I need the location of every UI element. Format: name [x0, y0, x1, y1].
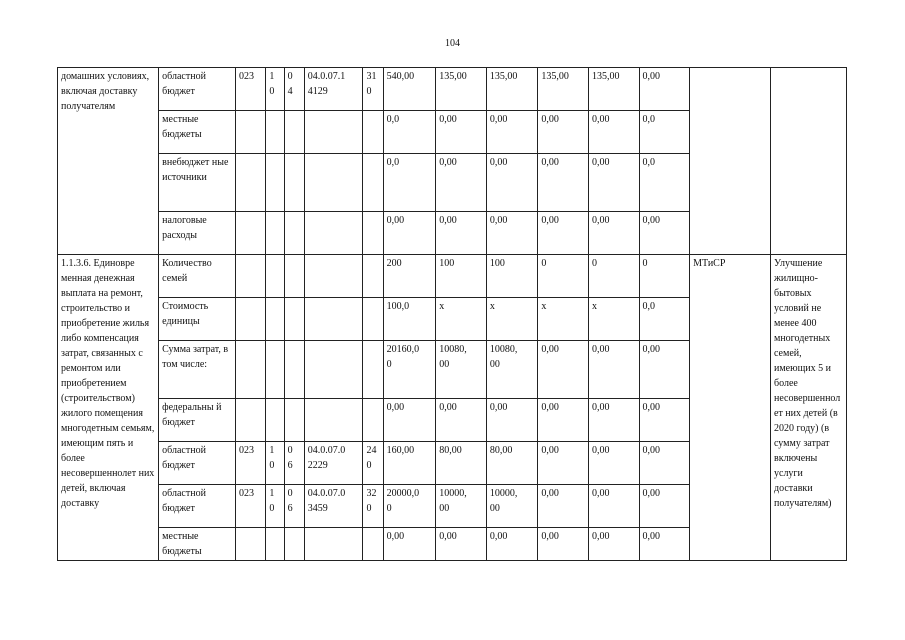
cell-y4: 0,00 — [588, 341, 639, 399]
cell-rz — [266, 212, 284, 255]
cell-total: 0,0 — [383, 111, 436, 154]
cell-rz — [266, 154, 284, 212]
cell-source: внебюджет ные источники — [159, 154, 236, 212]
cell-y1: 10000, 00 — [436, 485, 487, 528]
cell-vr — [363, 528, 383, 561]
cell-grbs: 023 — [236, 442, 266, 485]
cell-rz: 1 0 — [266, 442, 284, 485]
cell-pr: 0 4 — [284, 68, 304, 111]
cell-pr — [284, 111, 304, 154]
cell-y2: 0,00 — [486, 528, 538, 561]
cell-y4: 0,00 — [588, 485, 639, 528]
cell-y4: 0,00 — [588, 111, 639, 154]
cell-total: 20000,0 0 — [383, 485, 436, 528]
cell-pr — [284, 154, 304, 212]
cell-grbs — [236, 399, 266, 442]
cell-vr — [363, 341, 383, 399]
cell-y3: 0,00 — [538, 442, 589, 485]
cell-rz — [266, 111, 284, 154]
cell-y3: 0,00 — [538, 111, 589, 154]
cell-y1: 135,00 — [436, 68, 487, 111]
cell-source: областной бюджет — [159, 442, 236, 485]
cell-y2: 135,00 — [486, 68, 538, 111]
cell-executor — [690, 68, 771, 255]
cell-total: 0,00 — [383, 399, 436, 442]
cell-result — [771, 68, 847, 255]
cell-vr: 32 0 — [363, 485, 383, 528]
cell-rz — [266, 255, 284, 298]
cell-csr — [304, 341, 363, 399]
cell-vr — [363, 111, 383, 154]
cell-y5: 0,00 — [639, 212, 690, 255]
page-number: 104 — [445, 38, 460, 49]
cell-grbs — [236, 255, 266, 298]
cell-y4: 135,00 — [588, 68, 639, 111]
cell-source: Сумма затрат, в том числе: — [159, 341, 236, 399]
cell-y1: 10080, 00 — [436, 341, 487, 399]
cell-y3: 0,00 — [538, 528, 589, 561]
cell-y3: 135,00 — [538, 68, 589, 111]
cell-y2: 10000, 00 — [486, 485, 538, 528]
cell-grbs — [236, 111, 266, 154]
cell-pr — [284, 212, 304, 255]
cell-y3: 0,00 — [538, 154, 589, 212]
cell-pr — [284, 255, 304, 298]
cell-y5: 0,00 — [639, 528, 690, 561]
cell-csr — [304, 298, 363, 341]
cell-y2: 100 — [486, 255, 538, 298]
cell-y1: 0,00 — [436, 154, 487, 212]
cell-pr — [284, 528, 304, 561]
cell-total: 0,00 — [383, 212, 436, 255]
cell-grbs: 023 — [236, 485, 266, 528]
cell-y1: х — [436, 298, 487, 341]
cell-csr: 04.0.07.0 3459 — [304, 485, 363, 528]
cell-total: 0,00 — [383, 528, 436, 561]
cell-source: Количество семей — [159, 255, 236, 298]
cell-y3: 0 — [538, 255, 589, 298]
cell-name: домашних условиях, включая доставку получателям — [58, 68, 159, 255]
cell-grbs: 023 — [236, 68, 266, 111]
cell-y5: 0,0 — [639, 111, 690, 154]
cell-y2: 0,00 — [486, 111, 538, 154]
cell-y2: 0,00 — [486, 154, 538, 212]
cell-csr — [304, 212, 363, 255]
cell-total: 200 — [383, 255, 436, 298]
cell-vr — [363, 399, 383, 442]
cell-y1: 0,00 — [436, 399, 487, 442]
cell-y3: 0,00 — [538, 212, 589, 255]
cell-y2: х — [486, 298, 538, 341]
cell-rz: 1 0 — [266, 485, 284, 528]
cell-csr: 04.0.07.0 2229 — [304, 442, 363, 485]
cell-y1: 100 — [436, 255, 487, 298]
cell-y5: 0,00 — [639, 399, 690, 442]
cell-source: Стоимость единицы — [159, 298, 236, 341]
cell-vr: 24 0 — [363, 442, 383, 485]
cell-name: 1.1.3.6. Единовре менная денежная выплата на ремонт, строительство и приобретение жилья либо компенсация затрат, связанных с ремонтом или приобретением (строительством) жилого помещения многодетным семьям, имеющим пять и более несовершеннолет них детей, включая доставку — [58, 255, 159, 561]
cell-pr — [284, 298, 304, 341]
cell-source: местные бюджеты — [159, 111, 236, 154]
cell-rz: 1 0 — [266, 68, 284, 111]
cell-csr — [304, 154, 363, 212]
cell-y1: 80,00 — [436, 442, 487, 485]
cell-y1: 0,00 — [436, 528, 487, 561]
cell-y2: 0,00 — [486, 212, 538, 255]
cell-grbs — [236, 212, 266, 255]
cell-total: 0,0 — [383, 154, 436, 212]
cell-y1: 0,00 — [436, 111, 487, 154]
cell-rz — [266, 399, 284, 442]
table-row — [58, 68, 847, 111]
cell-total: 160,00 — [383, 442, 436, 485]
cell-y5: 0,00 — [639, 341, 690, 399]
cell-vr — [363, 255, 383, 298]
cell-y5: 0,0 — [639, 154, 690, 212]
cell-y4: 0,00 — [588, 399, 639, 442]
cell-source: местные бюджеты — [159, 528, 236, 561]
cell-result: Улучшение жилищно-бытовых условий не менее 400 многодетных семей, имеющих 5 и более несовершеннолет них детей (в 2020 году) (в сумму затрат включены услуги доставки получателям) — [771, 255, 847, 561]
cell-y5: 0,00 — [639, 68, 690, 111]
cell-y5: 0,0 — [639, 298, 690, 341]
cell-total: 100,0 — [383, 298, 436, 341]
cell-y5: 0,00 — [639, 485, 690, 528]
cell-rz — [266, 528, 284, 561]
cell-vr — [363, 212, 383, 255]
cell-vr — [363, 298, 383, 341]
budget-table — [57, 67, 847, 561]
cell-y3: 0,00 — [538, 399, 589, 442]
cell-y1: 0,00 — [436, 212, 487, 255]
cell-y3: 0,00 — [538, 341, 589, 399]
cell-y4: х — [588, 298, 639, 341]
cell-source: областной бюджет — [159, 485, 236, 528]
cell-grbs — [236, 154, 266, 212]
cell-y5: 0 — [639, 255, 690, 298]
cell-csr — [304, 399, 363, 442]
cell-total: 540,00 — [383, 68, 436, 111]
cell-pr: 0 6 — [284, 485, 304, 528]
cell-y2: 80,00 — [486, 442, 538, 485]
cell-csr: 04.0.07.1 4129 — [304, 68, 363, 111]
cell-y4: 0,00 — [588, 528, 639, 561]
cell-vr — [363, 154, 383, 212]
cell-pr — [284, 399, 304, 442]
cell-y2: 0,00 — [486, 399, 538, 442]
cell-source: федеральны й бюджет — [159, 399, 236, 442]
cell-csr — [304, 111, 363, 154]
cell-executor: МТиСР — [690, 255, 771, 561]
cell-source: налоговые расходы — [159, 212, 236, 255]
cell-pr: 0 6 — [284, 442, 304, 485]
cell-y3: 0,00 — [538, 485, 589, 528]
cell-y4: 0,00 — [588, 442, 639, 485]
cell-y2: 10080, 00 — [486, 341, 538, 399]
cell-rz — [266, 298, 284, 341]
table-body — [58, 68, 847, 561]
cell-csr — [304, 528, 363, 561]
cell-pr — [284, 341, 304, 399]
cell-vr: 31 0 — [363, 68, 383, 111]
cell-source: областной бюджет — [159, 68, 236, 111]
cell-grbs — [236, 341, 266, 399]
cell-csr — [304, 255, 363, 298]
table-row — [58, 255, 847, 298]
cell-y4: 0,00 — [588, 154, 639, 212]
cell-y4: 0 — [588, 255, 639, 298]
cell-rz — [266, 341, 284, 399]
cell-y5: 0,00 — [639, 442, 690, 485]
cell-grbs — [236, 528, 266, 561]
cell-grbs — [236, 298, 266, 341]
cell-total: 20160,0 0 — [383, 341, 436, 399]
cell-y3: х — [538, 298, 589, 341]
cell-y4: 0,00 — [588, 212, 639, 255]
